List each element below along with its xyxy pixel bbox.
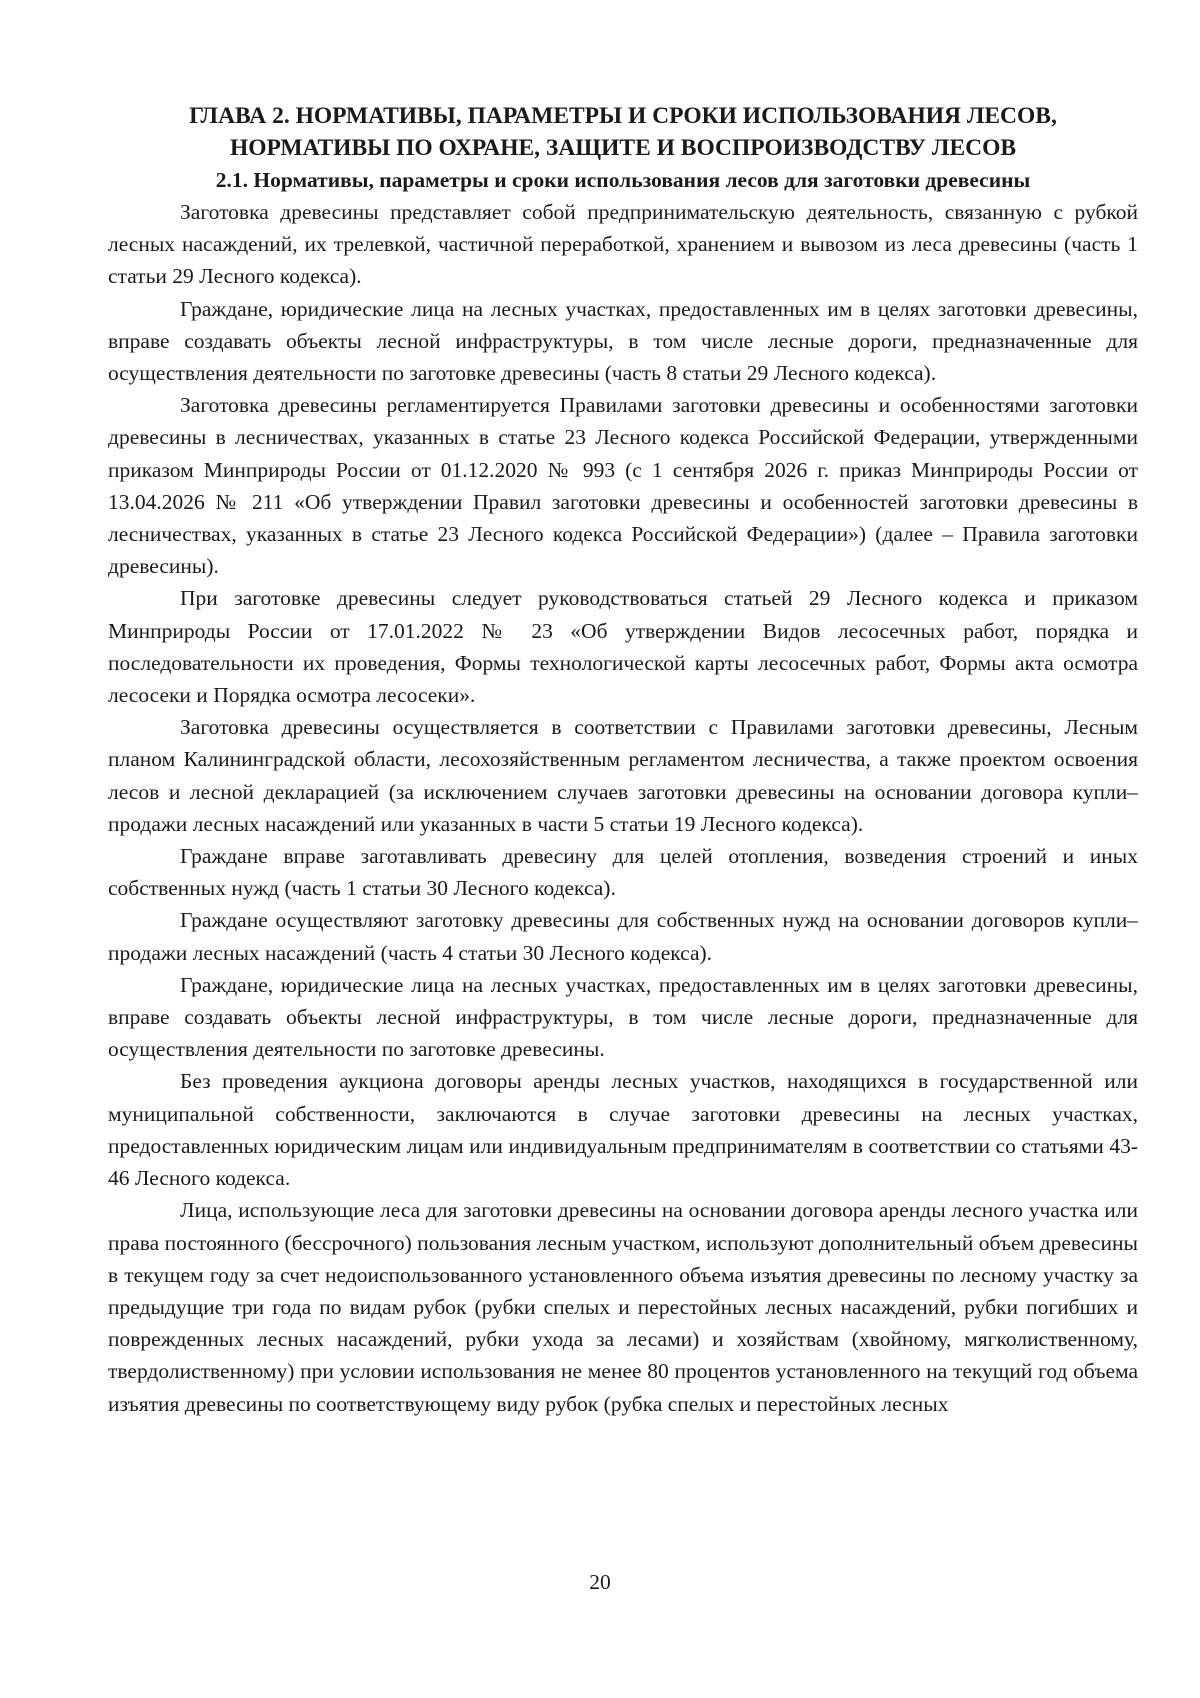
paragraph-7: Граждане осуществляют заготовку древесины для собственных нужд на основании договоров купли–продажи лесных насаждений (часть 4 статьи 30 Лесного кодекса). xyxy=(108,908,1138,965)
chapter-title xyxy=(108,100,1138,164)
page-content xyxy=(108,100,1138,1420)
chapter-title-line-1: ГЛАВА 2. НОРМАТИВЫ, ПАРАМЕТРЫ И СРОКИ ИСПОЛЬЗОВАНИЯ ЛЕСОВ, xyxy=(189,103,1057,129)
section-title: 2.1. Нормативы, параметры и сроки использования лесов для заготовки древесины xyxy=(215,168,1031,192)
paragraph-1: Заготовка древесины представляет собой предпринимательскую деятельность, связанную с рубкой лесных насаждений, их трелевкой, частичной переработкой, хранением и вывозом из леса древесины (часть 1 статьи 29 Лесного кодекса). xyxy=(108,200,1138,289)
paragraph-8: Граждане, юридические лица на лесных участках, предоставленных им в целях заготовки древесины, вправе создавать объекты лесной инфраструктуры, в том числе лесные дороги, предназначенные для осуществления деятельности по заготовке древесины. xyxy=(108,972,1138,1062)
paragraph-5: Заготовка древесины осуществляется в соответствии с Правилами заготовки древесины, Лесным планом Калининградской области, лесохозяйственным регламентом лесничества, а также проектом освоения лесов и лесной декларацией (за исключением случаев заготовки древесины на основании договора купли–продажи лесных насаждений или указанных в части 5 статьи 19 Лесного кодекса). xyxy=(108,715,1138,836)
paragraph-4: При заготовке древесины следует руководствоваться статьей 29 Лесного кодекса и приказом Минприроды России от 17.01.2022 № 23 «Об утверждении Видов лесосечных работ, порядка и последовательности их проведения, Формы технологической карты лесосечных работ, Формы акта осмотра лесосеки и Порядка осмотра лесосеки». xyxy=(108,586,1138,708)
paragraph-10: Лица, использующие леса для заготовки древесины на основании договора аренды лесного участка или права постоянного (бессрочного) пользования лесным участком, используют дополнительный объем древесины в текущем году за счет недоиспользованного установленного объема изъятия древесины по лесному участку за предыдущие три года по видам рубок (рубки спелых и перестойных лесных насаждений, рубки погибших и поврежденных лесных насаждений, рубки ухода за лесами) и хозяйствам (хвойному, мягколиственному, твердолиственному) при условии использования не менее 80 процентов установленного на текущий год объема изъятия древесины по соответствующему виду рубок (рубка спелых и перестойных лесных xyxy=(108,1198,1138,1416)
chapter-title-line-2: НОРМАТИВЫ ПО ОХРАНЕ, ЗАЩИТЕ И ВОСПРОИЗВОДСТВУ ЛЕСОВ xyxy=(229,135,1017,161)
paragraph-3: Заготовка древесины регламентируется Правилами заготовки древесины и особенностями заготовки древесины в лесничествах, указанных в статье 23 Лесного кодекса Российской Федерации, утвержденными приказом Минприроды России от 01.12.2020 № 993 (с 1 сентября 2026 г. приказ Минприроды России от 13.04.2026 № 211 «Об утверждении Правил заготовки древесины и особенностей заготовки древесины в лесничествах, указанных в статье 23 Лесного кодекса Российской Федерации») (далее – Правила заготовки древесины). xyxy=(108,393,1138,579)
paragraph-6: Граждане вправе заготавливать древесину для целей отопления, возведения строений и иных собственных нужд (часть 1 статьи 30 Лесного кодекса). xyxy=(108,844,1138,901)
paragraph-9: Без проведения аукциона договоры аренды лесных участков, находящихся в государственной или муниципальной собственности, заключаются в случае заготовки древесины на лесных участках, предоставленных юридическим лицам или индивидуальным предпринимателям в соответствии со статьями 43-46 Лесного кодекса. xyxy=(108,1069,1138,1191)
page-number: 20 xyxy=(589,1570,611,1594)
paragraph-2: Граждане, юридические лица на лесных участках, предоставленных им в целях заготовки древесины, вправе создавать объекты лесной инфраструктуры, в том числе лесные дороги, предназначенные для осуществления деятельности по заготовке древесины (часть 8 статьи 29 Лесного кодекса). xyxy=(108,296,1138,386)
